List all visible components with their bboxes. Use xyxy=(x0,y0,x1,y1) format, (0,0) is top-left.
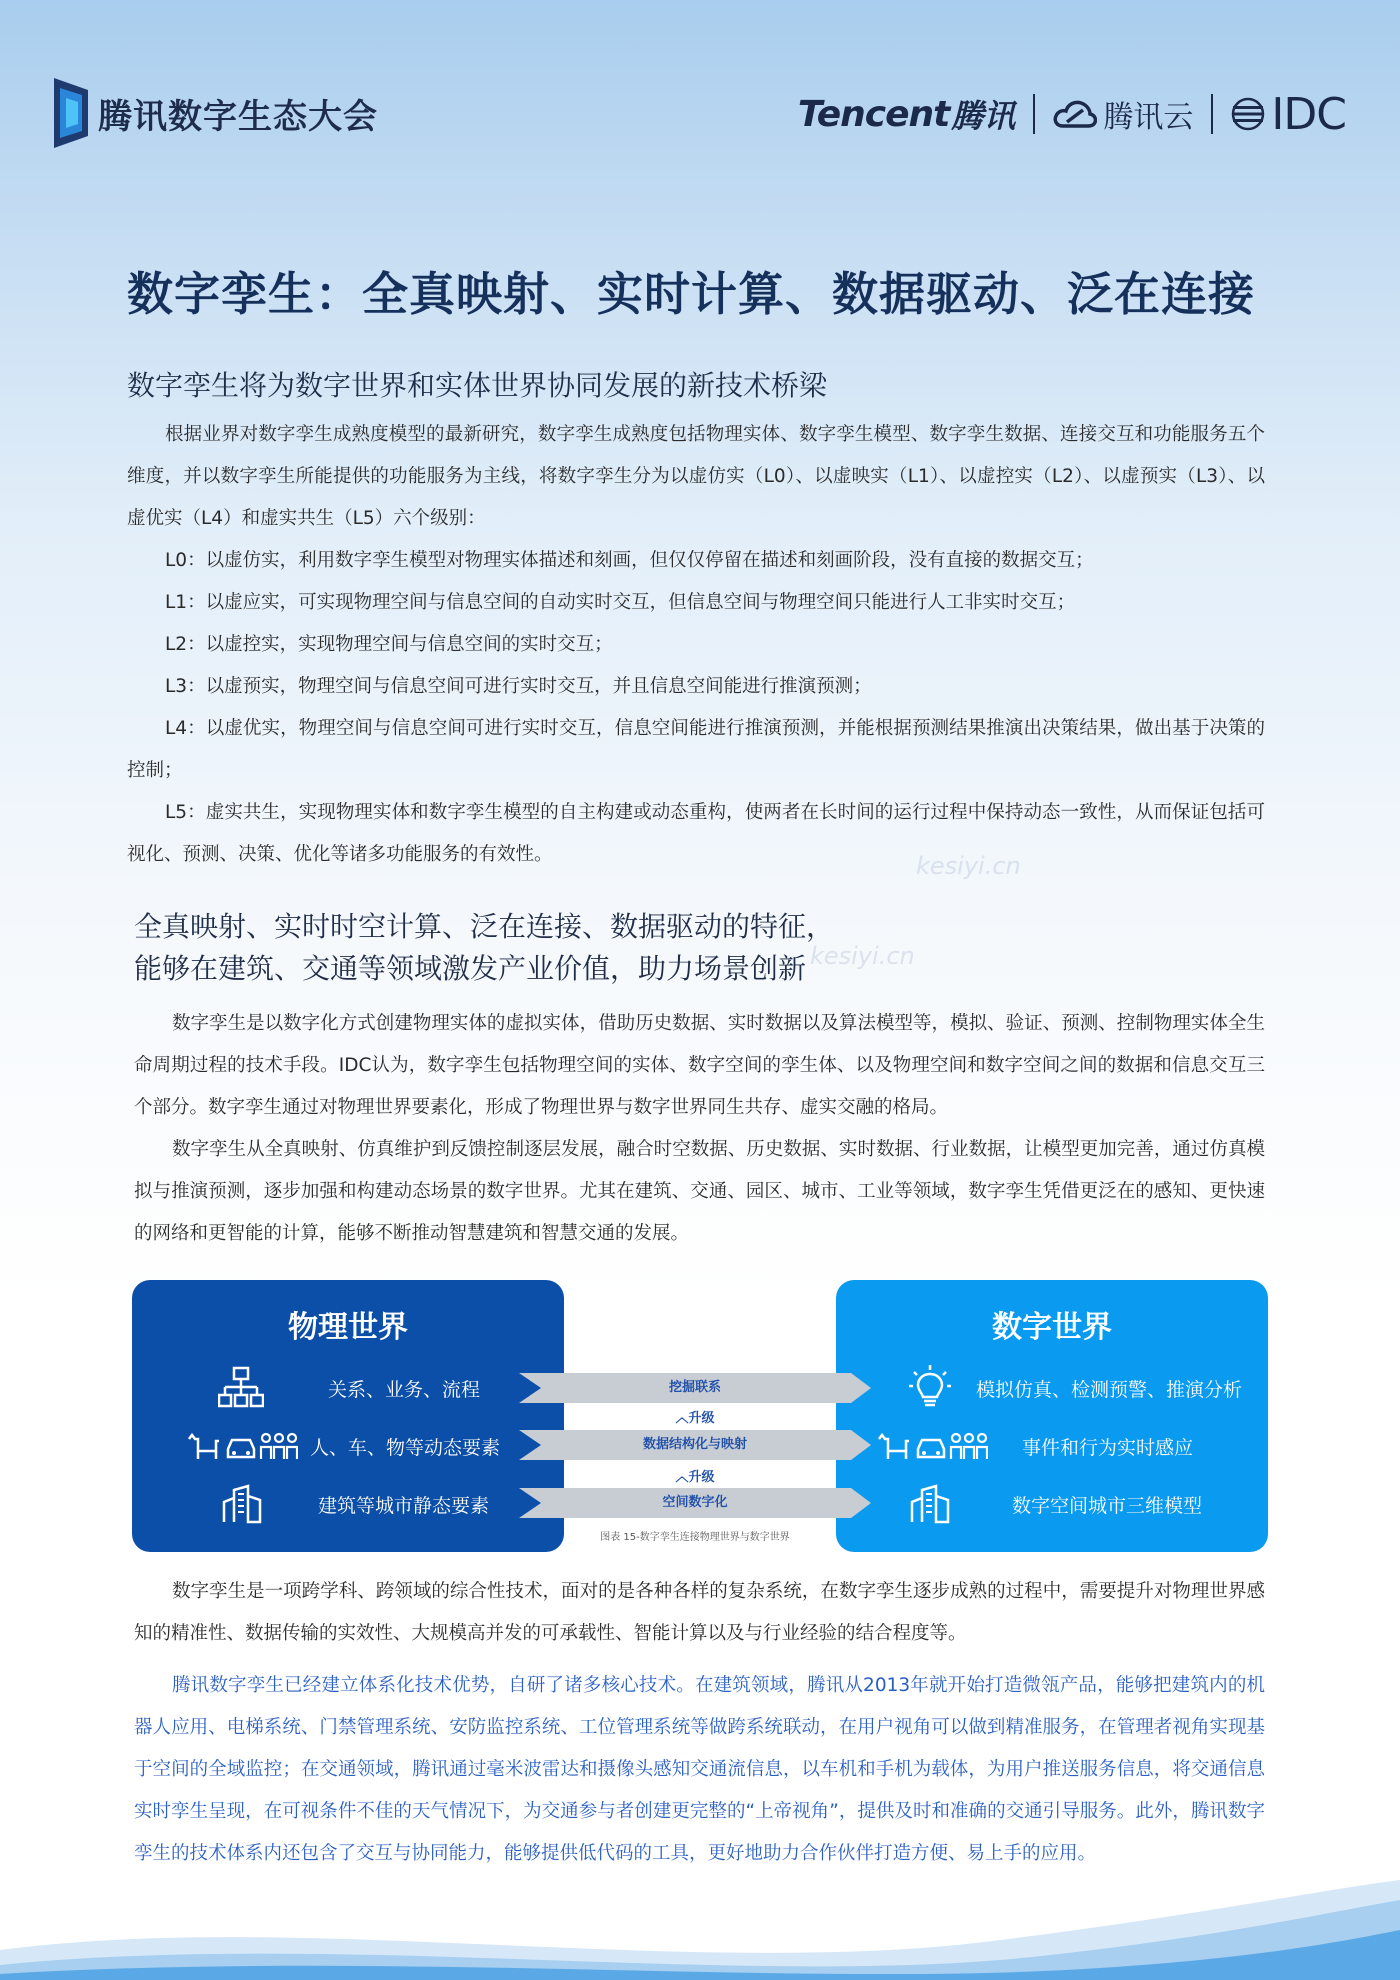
event-logo xyxy=(54,78,378,148)
tencent-logo-text: Tencent xyxy=(797,93,950,135)
upgrade-text: 升级 xyxy=(688,1411,715,1426)
partner-logos xyxy=(798,88,1346,140)
physical-row-1-label: 关系、业务、流程 xyxy=(328,1378,481,1401)
physical-row-3 xyxy=(132,1482,564,1526)
level-l1: L1：以虚应实，可实现物理空间与信息空间的自动实时交互，但信息空间与物理空间只能进行人工非实时交互； xyxy=(165,592,1076,613)
section3-body xyxy=(134,1571,1265,1875)
page-title: 数字孪生：全真映射、实时计算、数据驱动、泛在连接 xyxy=(127,267,1255,321)
event-logo-icon xyxy=(54,78,88,148)
section2-heading-line1: 全真映射、实时时空计算、泛在连接、数据驱动的特征， xyxy=(134,910,835,943)
physical-digital-diagram xyxy=(132,1280,1268,1552)
section1-heading: 数字孪生将为数字世界和实体世界协同发展的新技术桥梁 xyxy=(127,369,828,402)
digital-row-3-label: 数字空间城市三维模型 xyxy=(1012,1494,1203,1517)
watermark: kesiyi.cn xyxy=(810,942,915,970)
level-l5: L5：虚实共生，实现物理实体和数字孪生模型的自主构建或动态重构，使两者在长时间的运行过程中保持动态一致性，从而保证包括可视化、预测、决策、优化等诸多功能服务的有效性。 xyxy=(127,802,1265,865)
section1-body xyxy=(127,414,1265,876)
bottom-wave-decoration xyxy=(0,1870,1400,1980)
digital-world-panel xyxy=(836,1280,1268,1552)
section2-para2: 数字孪生从全真映射、仿真维护到反馈控制逐层发展，融合时空数据、历史数据、实时数据、行业数据，让模型更加完善，通过仿真模拟与推演预测，逐步加强和构建动态场景的数字世界。尤其在建筑、交通、园区、城市、工业等领域，数字孪生凭借更泛在的感知、更快速的网络和更智能的计算，能够不断推动智慧建筑和智慧交通的发展。 xyxy=(134,1139,1265,1244)
chevron-up-icon: ︿ xyxy=(675,1470,689,1485)
physical-row-3-label: 建筑等城市静态要素 xyxy=(318,1494,490,1517)
section2-heading xyxy=(134,906,834,990)
lightbulb-icon xyxy=(908,1364,952,1412)
physical-row-1 xyxy=(132,1366,564,1410)
logo-divider xyxy=(1211,94,1213,134)
section2-para1: 数字孪生是以数字化方式创建物理实体的虚拟实体，借助历史数据、实时数据以及算法模型等，模拟、验证、预测、控制物理实体全生命周期过程的技术手段。IDC认为，数字孪生包括物理空间的实体、数字空间的孪生体、以及物理空间和数字空间之间的数据和信息交互三个部分。数字孪生通过对物理世界要素化，形成了物理世界与数字世界同生共存、虚实交融的格局。 xyxy=(134,1013,1265,1118)
tencent-cloud-text: 腾讯云 xyxy=(1103,100,1194,135)
physical-row-2-label: 人、车、物等动态要素 xyxy=(310,1436,501,1459)
digital-row-2-label: 事件和行为实时感应 xyxy=(1022,1436,1194,1459)
cloud-icon xyxy=(1053,98,1097,130)
arrow-label-1: 挖掘联系 xyxy=(668,1380,721,1395)
level-l0: L0：以虚仿实，利用数字孪生模型对物理实体描述和刻画，但仅仅停留在描述和刻画阶段，没有直接的数据交互； xyxy=(165,550,1094,571)
upgrade-label-1 xyxy=(519,1407,871,1426)
tencent-logo-cn: 腾讯 xyxy=(951,97,1016,135)
event-name: 腾讯数字生态大会 xyxy=(98,96,378,137)
section3-para2-tencent: 腾讯数字孪生已经建立体系化技术优势，自研了诸多核心技术。在建筑领域，腾讯从2013年就开始打造微瓴产品，能够把建筑内的机器人应用、电梯系统、门禁管理系统、安防监控系统、工位管理系统等做跨系统联动，在用户视角可以做到精准服务，在管理者视角实现基于空间的全域监控；在交通领域，腾讯通过毫米波雷达和摄像头感知交通流信息，以车机和手机为载体，为用户推送服务信息，将交通信息实时孪生呈现，在可视条件不佳的天气情况下，为交通参与者创建更完整的“上帝视角”，提供及时和准确的交通引导服务。此外，腾讯数字孪生的技术体系内还包含了交互与协同能力，能够提供低代码的工具，更好地助力合作伙伴打造方便、易上手的应用。 xyxy=(134,1675,1265,1864)
digital-row-3 xyxy=(836,1482,1268,1526)
watermark: kesiyi.cn xyxy=(916,852,1021,880)
pet-car-people-icon xyxy=(186,1429,298,1463)
idc-text: IDC xyxy=(1271,88,1346,140)
digital-row-1-label: 模拟仿真、检测预警、推演分析 xyxy=(976,1378,1243,1401)
diagram-caption: 图表 15-数字孪生连接物理世界与数字世界 xyxy=(600,1532,790,1543)
digital-row-1 xyxy=(836,1366,1268,1410)
idc-logo xyxy=(1231,89,1346,140)
level-l4: L4：以虚优实，物理空间与信息空间可进行实时交互，信息空间能进行推演预测，并能根据预测结果推演出决策结果，做出基于决策的控制； xyxy=(127,718,1265,781)
physical-world-panel xyxy=(132,1280,564,1552)
upgrade-text: 升级 xyxy=(688,1470,715,1485)
section3-para1: 数字孪生是一项跨学科、跨领域的综合性技术，面对的是各种各样的复杂系统，在数字孪生逐步成熟的过程中，需要提升对物理世界感知的精准性、数据传输的实效性、大规模高并发的可承载性、智能计算以及与行业经验的结合程度等。 xyxy=(134,1581,1265,1644)
arrow-label-2: 数据结构化与映射 xyxy=(642,1437,747,1452)
section1-intro: 根据业界对数字孪生成熟度模型的最新研究，数字孪生成熟度包括物理实体、数字孪生模型、数字孪生数据、连接交互和功能服务五个维度，并以数字孪生所能提供的功能服务为主线，将数字孪生分为以虚仿实（L0）、以虚映实（L1）、以虚控实（L2）、以虚预实（L3）、以虚优实（L4）和虚实共生（L5）六个级别： xyxy=(127,424,1265,529)
digital-row-2 xyxy=(836,1424,1268,1468)
section2-heading-line2: 能够在建筑、交通等领域激发产业价值，助力场景创新 xyxy=(134,952,807,985)
upgrade-label-2 xyxy=(519,1466,871,1485)
idc-globe-icon xyxy=(1231,97,1265,131)
pet-car-people-icon xyxy=(876,1429,988,1463)
chevron-up-icon: ︿ xyxy=(675,1411,689,1426)
org-chart-icon xyxy=(218,1366,264,1410)
physical-world-title: 物理世界 xyxy=(288,1310,408,1345)
tencent-cloud-logo xyxy=(1053,92,1193,136)
physical-row-2 xyxy=(132,1424,564,1468)
arrow-mining-relations xyxy=(519,1373,871,1403)
buildings-icon xyxy=(910,1484,950,1524)
arrow-label-3: 空间数字化 xyxy=(662,1495,728,1510)
section2-body xyxy=(134,1003,1265,1255)
buildings-icon xyxy=(222,1484,262,1524)
level-l3: L3：以虚预实，物理空间与信息空间可进行实时交互，并且信息空间能进行推演预测； xyxy=(165,676,872,697)
digital-world-title: 数字世界 xyxy=(992,1310,1112,1345)
logo-divider xyxy=(1033,94,1035,134)
arrow-data-structuring xyxy=(519,1430,871,1460)
level-l2: L2：以虚控实，实现物理空间与信息空间的实时交互； xyxy=(165,634,613,655)
arrow-space-digitization xyxy=(519,1488,871,1518)
